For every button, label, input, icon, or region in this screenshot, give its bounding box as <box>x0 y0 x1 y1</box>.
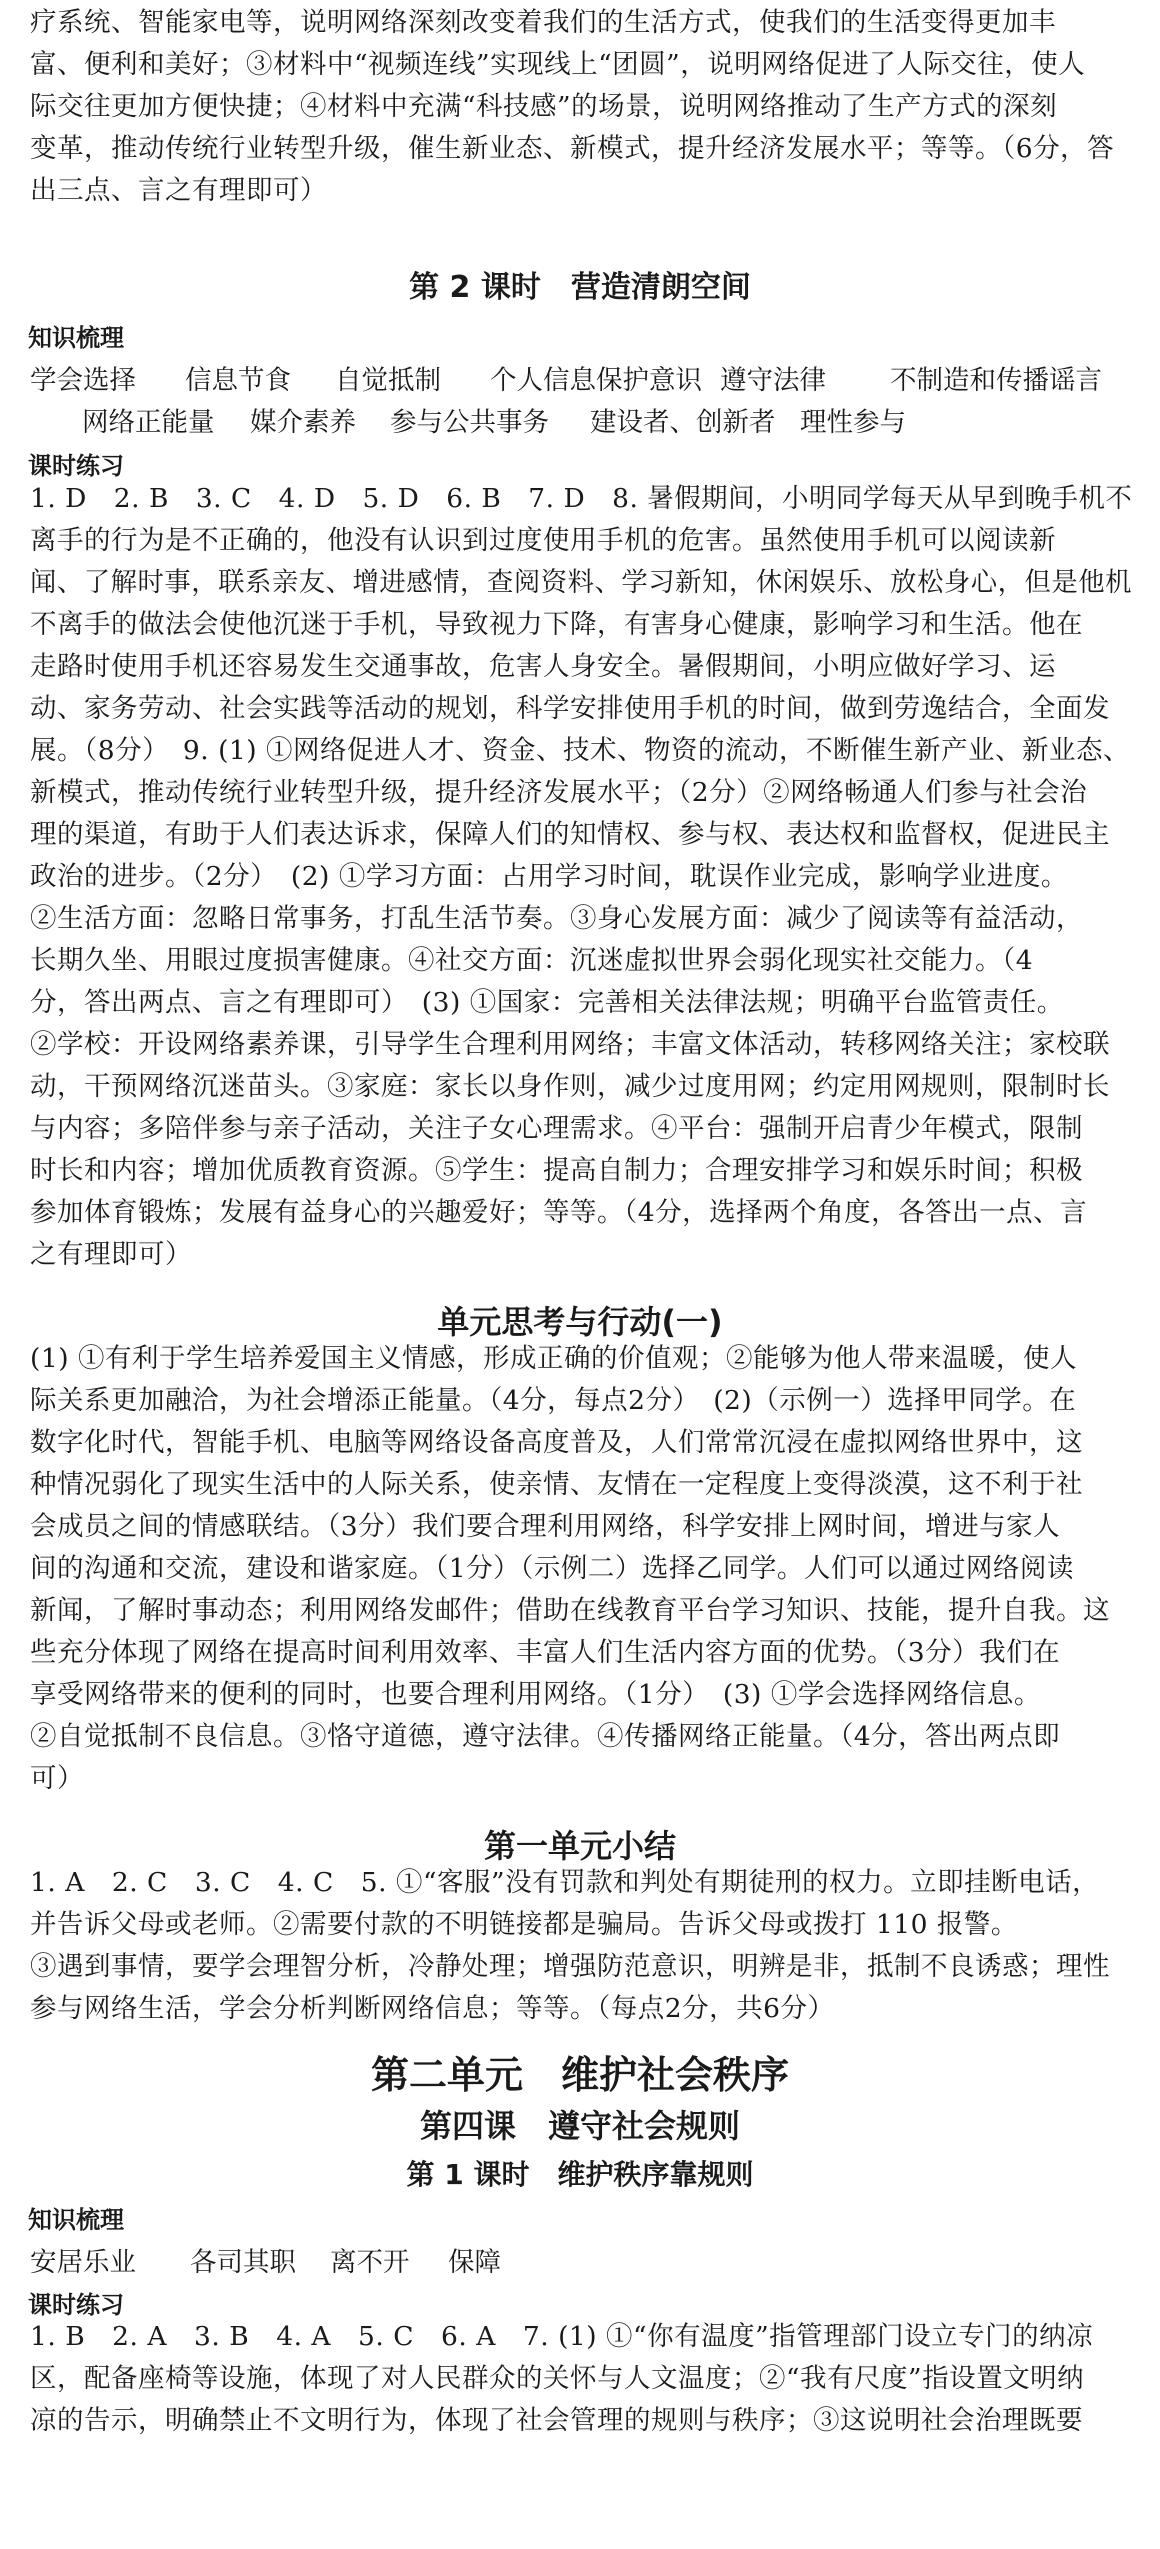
knowledge-term: 建设者、创新者 <box>590 407 776 438</box>
knowledge-term: 学会选择 <box>30 365 136 396</box>
text-line: 可） <box>30 1763 84 1794</box>
knowledge-term: 理性参与 <box>800 407 906 438</box>
knowledge-term: 安居乐业 <box>30 2247 136 2278</box>
text-line: 参与网络生活，学会分析判断网络信息；等等。（每点2分，共6分） <box>30 1993 835 2024</box>
lesson2-knowledge-label: 知识梳理 <box>28 324 124 352</box>
text-line: 享受网络带来的便利的同时，也要合理利用网络。（1分） (3) ①学会选择网络信息。 <box>30 1679 1041 1710</box>
unit-summary-title: 第一单元小结 <box>483 1827 676 1865</box>
text-line: ③遇到事情，要学会理智分析，冷静处理；增强防范意识，明辨是非，抵制不良诱惑；理性 <box>30 1951 1110 1982</box>
text-line: 新模式，推动传统行业转型升级，提升经济发展水平；（2分）②网络畅通人们参与社会治 <box>30 777 1088 808</box>
lesson2-knowledge-row-1 <box>0 358 1160 396</box>
knowledge-term: 网络正能量 <box>82 407 215 438</box>
text-line: 会成员之间的情感联结。（3分）我们要合理利用网络，科学安排上网时间，增进与家人 <box>30 1511 1061 1542</box>
text-line: 展。（8分） 9. (1) ①网络促进人才、资金、技术、物资的流动，不断催生新产业、新业态、 <box>30 735 1131 766</box>
text-line: 与内容；多陪伴参与亲子活动，关注子女心理需求。④平台：强制开启青少年模式，限制 <box>30 1113 1083 1144</box>
text-line: 数字化时代，智能手机、电脑等网络设备高度普及，人们常常沉浸在虚拟网络世界中，这 <box>30 1427 1083 1458</box>
text-line: 参加体育锻炼；发展有益身心的兴趣爱好；等等。（4分，选择两个角度，各答出一点、言 <box>30 1197 1088 1228</box>
text-line: 分，答出两点、言之有理即可） (3) ①国家：完善相关法律法规；明确平台监管责任。 <box>30 987 1064 1018</box>
unit2-practice-label: 课时练习 <box>28 2291 124 2319</box>
text-line: 走路时使用手机还容易发生交通事故，危害人身安全。暑假期间，小明应做好学习、运 <box>30 651 1056 682</box>
text-line: 变革，推动传统行业转型升级，催生新业态、新模式，提升经济发展水平；等等。（6分，答 <box>30 133 1115 164</box>
text-line: 疗系统、智能家电等，说明网络深刻改变着我们的生活方式，使我们的生活变得更加丰 <box>30 7 1056 38</box>
knowledge-term: 媒介素养 <box>250 407 356 438</box>
text-line: ②自觉抵制不良信息。③恪守道德，遵守法律。④传播网络正能量。（4分，答出两点即 <box>30 1721 1061 1752</box>
knowledge-term: 信息节食 <box>185 365 291 396</box>
lesson2-title: 第 2 课时 营造清朗空间 <box>409 270 751 305</box>
text-line: 出三点、言之有理即可） <box>30 175 327 206</box>
text-line: 闻、了解时事，联系亲友、增进感情，查阅资料、学习新知，休闲娱乐、放松身心，但是他机 <box>30 567 1133 598</box>
knowledge-term: 不制造和传播谣言 <box>890 365 1102 396</box>
text-line: ②生活方面：忽略日常事务，打乱生活节奏。③身心发展方面：减少了阅读等有益活动， <box>30 903 1083 934</box>
text-line: ②学校：开设网络素养课，引导学生合理利用网络；丰富文体活动，转移网络关注；家校联 <box>30 1029 1110 1060</box>
text-line: 些充分体现了网络在提高时间利用效率、丰富人们生活内容方面的优势。（3分）我们在 <box>30 1637 1061 1668</box>
text-line: 间的沟通和交流，建设和谐家庭。（1分）（示例二）选择乙同学。人们可以通过网络阅读 <box>30 1553 1074 1584</box>
unit2-period-title: 第 1 课时 维护秩序靠规则 <box>406 2158 754 2191</box>
knowledge-term: 参与公共事务 <box>390 407 549 438</box>
knowledge-term: 个人信息保护意识 <box>490 365 702 396</box>
lesson2-practice-label: 课时练习 <box>28 452 124 480</box>
text-line: 政治的进步。（2分） (2) ①学习方面：占用学习时间，耽误作业完成，影响学业进度。 <box>30 861 1068 892</box>
unit2-knowledge-row <box>0 2240 1160 2278</box>
lesson2-knowledge-row-2 <box>0 400 1160 438</box>
text-line: 1. B 2. A 3. B 4. A 5. C 6. A 7. (1) ①“你有温度”指管理部门设立专门的纳凉 <box>30 2321 1094 2352</box>
text-line: 并告诉父母或老师。②需要付款的不明链接都是骗局。告诉父母或拨打 110 报警。 <box>30 1909 1018 1940</box>
text-line: 区，配备座椅等设施，体现了对人民群众的关怀与人文温度；②“我有尺度”指设置文明纳 <box>30 2363 1085 2394</box>
text-line: 凉的告示，明确禁止不文明行为，体现了社会管理的规则与秩序；③这说明社会治理既要 <box>30 2405 1083 2436</box>
text-line: 际交往更加方便快捷；④材料中充满“科技感”的场景，说明网络推动了生产方式的深刻 <box>30 91 1058 122</box>
unit-think-title: 单元思考与行动(一) <box>437 1303 723 1341</box>
knowledge-term: 保障 <box>448 2247 501 2278</box>
text-line: 种情况弱化了现实生活中的人际关系，使亲情、友情在一定程度上变得淡漠，这不利于社 <box>30 1469 1083 1500</box>
unit2-knowledge-label: 知识梳理 <box>28 2206 124 2234</box>
unit2-title: 第二单元 维护社会秩序 <box>370 2053 789 2097</box>
text-line: 理的渠道，有助于人们表达诉求，保障人们的知情权、参与权、表达权和监督权，促进民主 <box>30 819 1110 850</box>
text-line: 际关系更加融洽，为社会增添正能量。（4分，每点2分） (2)（示例一）选择甲同学。在 <box>30 1385 1077 1416</box>
unit2-lesson-title: 第四课 遵守社会规则 <box>419 2107 740 2145</box>
text-line: 1. A 2. C 3. C 4. C 5. ①“客服”没有罚款和判处有期徒刑的权力。立即挂断电话， <box>30 1867 1100 1898</box>
text-line: 之有理即可） <box>30 1239 192 1270</box>
text-line: 新闻，了解时事动态；利用网络发邮件；借助在线教育平台学习知识、技能，提升自我。这 <box>30 1595 1110 1626</box>
text-line: 动、家务劳动、社会实践等活动的规划，科学安排使用手机的时间，做到劳逸结合，全面发 <box>30 693 1110 724</box>
knowledge-term: 离不开 <box>330 2247 410 2278</box>
text-line: (1) ①有利于学生培养爱国主义情感，形成正确的价值观；②能够为他人带来温暖，使人 <box>30 1343 1077 1374</box>
text-line: 不离手的做法会使他沉迷于手机，导致视力下降，有害身心健康，影响学习和生活。他在 <box>30 609 1083 640</box>
text-line: 富、便利和美好；③材料中“视频连线”实现线上“团圆”，说明网络促进了人际交往，使人 <box>30 49 1086 80</box>
text-line: 时长和内容；增加优质教育资源。⑤学生：提高自制力；合理安排学习和娱乐时间；积极 <box>30 1155 1083 1186</box>
text-line: 离手的行为是不正确的，他没有认识到过度使用手机的危害。虽然使用手机可以阅读新 <box>30 525 1056 556</box>
knowledge-term: 各司其职 <box>190 2247 296 2278</box>
knowledge-term: 自觉抵制 <box>335 365 441 396</box>
text-line: 长期久坐、用眼过度损害健康。④社交方面：沉迷虚拟世界会弱化现实社交能力。（4 <box>30 945 1034 976</box>
knowledge-term: 遵守法律 <box>720 365 826 396</box>
text-line: 动，干预网络沉迷苗头。③家庭：家长以身作则，减少过度用网；约定用网规则，限制时长 <box>30 1071 1110 1102</box>
text-line: 1. D 2. B 3. C 4. D 5. D 6. B 7. D 8. 暑假期间，小明同学每天从早到晚手机不 <box>30 483 1133 514</box>
